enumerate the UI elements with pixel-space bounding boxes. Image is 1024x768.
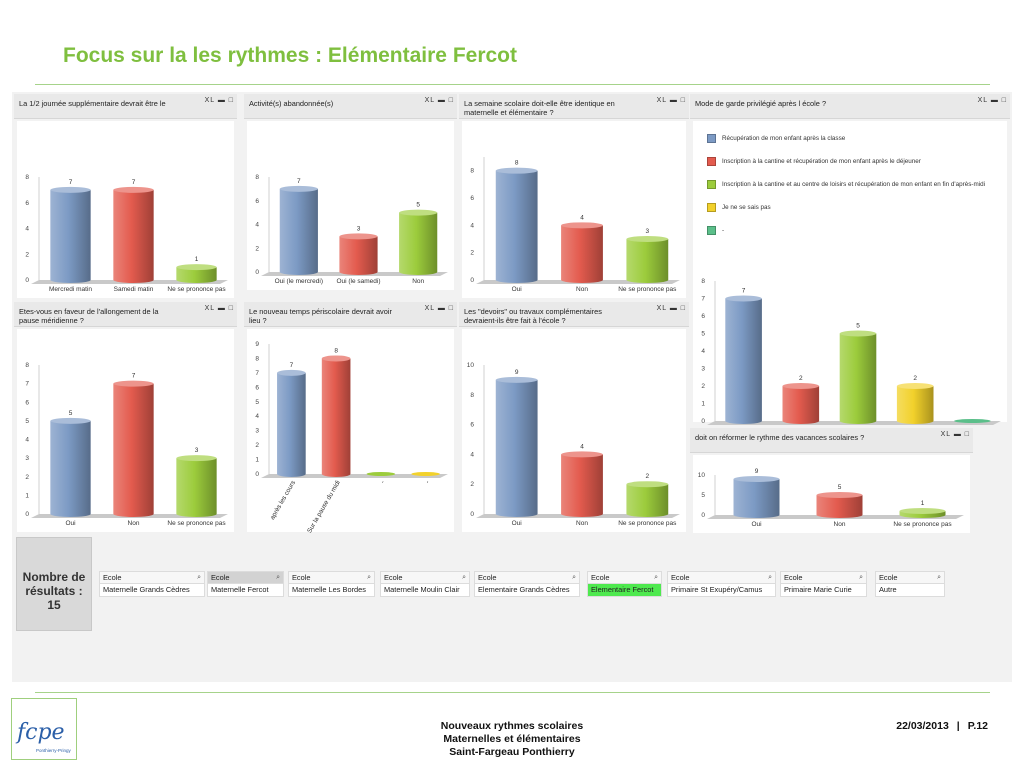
y-tick-label: 0 (255, 471, 259, 478)
panel-window-controls[interactable]: XL ▬ □ (424, 97, 454, 104)
bar-top (734, 476, 780, 482)
panel-window-controls[interactable]: XL ▬ □ (977, 97, 1007, 104)
bar-chart (247, 121, 454, 290)
filter-value[interactable]: Elementaire Grands Cèdres (474, 583, 580, 597)
panel-title: Le nouveau temps périscolaire devrait avoir lieu ? (249, 307, 392, 325)
bar-body (176, 458, 216, 517)
bar-chart (693, 455, 970, 533)
filter-label: Ecole (211, 573, 230, 582)
panel-body (462, 121, 686, 298)
y-tick-label: 3 (255, 427, 259, 435)
filter-label: Ecole (478, 573, 497, 582)
bar-body (626, 484, 668, 517)
search-icon[interactable]: ⌕ (197, 574, 201, 581)
x-tick-label: Non (412, 278, 425, 285)
excel-icon[interactable]: XL (656, 97, 667, 104)
panel-header (690, 428, 973, 453)
panel-window-controls[interactable]: XL ▬ □ (940, 431, 970, 438)
y-tick-label: 7 (701, 295, 705, 303)
filter-header[interactable] (207, 571, 284, 583)
y-tick-label: 8 (25, 174, 29, 181)
y-tick-label: 7 (255, 369, 259, 377)
data-label: 7 (68, 178, 73, 186)
panel-title: La 1/2 journée supplémentaire devrait être le (19, 99, 166, 108)
bar-body (734, 479, 780, 518)
chart-panel-vacances-scolaires (690, 428, 973, 535)
bar-top (496, 168, 538, 174)
y-tick-label: 8 (470, 391, 474, 399)
y-tick-label: 7 (25, 380, 29, 388)
y-tick-label: 6 (470, 195, 474, 202)
bar-body (725, 299, 762, 424)
filter-header[interactable] (288, 571, 375, 583)
y-tick-label: 3 (701, 365, 705, 373)
filter-label: Ecole (591, 573, 610, 582)
bar-body (50, 190, 90, 283)
x-tick-label: Mercredi matin (49, 286, 92, 293)
bar-body (322, 358, 351, 477)
x-tick-label: Ne se prononce pas (893, 521, 952, 528)
panel-header (14, 302, 237, 327)
footer-meta (888, 720, 988, 732)
filter-ecole-6[interactable] (667, 571, 776, 598)
y-tick-label: 0 (255, 269, 259, 276)
filter-header[interactable] (780, 571, 867, 583)
panel-body (247, 329, 454, 535)
logo-text: fcpe (17, 720, 65, 745)
filter-ecole-2[interactable] (288, 571, 375, 598)
bar-top (725, 296, 762, 302)
y-tick-label: 0 (701, 512, 705, 519)
data-label: 7 (289, 361, 294, 369)
bar-chart (17, 329, 234, 532)
panel-window-controls[interactable]: XL ▬ □ (424, 305, 454, 312)
filter-value[interactable]: Primaire Marie Curie (780, 583, 867, 597)
bar-top (561, 451, 603, 457)
panel-title: Etes-vous en faveur de l'allongement de la pause méridienne ? (19, 307, 159, 325)
bar-top (840, 331, 877, 337)
y-tick-label: 0 (25, 277, 29, 284)
fcpe-logo (11, 698, 77, 760)
panel-title: Mode de garde privilégié après l école ? (695, 99, 827, 108)
filter-ecole-5[interactable] (587, 571, 662, 598)
panel-body (17, 329, 234, 532)
y-tick-label: 2 (255, 442, 259, 450)
y-tick-label: 4 (470, 451, 474, 459)
filter-value[interactable]: Maternelle Fercot (207, 583, 284, 597)
y-tick-label: 2 (701, 383, 705, 390)
footer-separator: | (956, 720, 960, 732)
x-tick-label: Ne se prononce pas (618, 520, 677, 527)
y-tick-label: 4 (25, 436, 29, 444)
y-tick-label: 6 (255, 384, 259, 392)
y-tick-label: 8 (470, 167, 474, 175)
x-tick-label: Sur la pause du midi (306, 479, 342, 535)
bar-top (496, 377, 538, 383)
data-label: 7 (131, 372, 136, 380)
bar-top (176, 264, 216, 270)
x-tick-label: Samedi matin (113, 286, 154, 293)
bar-top (280, 186, 318, 192)
y-tick-label: 4 (25, 225, 29, 233)
legend-label: - (722, 227, 725, 234)
bar-top (399, 210, 437, 216)
bottom-divider (35, 692, 990, 693)
data-label: 5 (837, 484, 842, 491)
search-icon[interactable]: ⌕ (462, 574, 466, 581)
bar-zero (411, 472, 440, 476)
bar-body (496, 380, 538, 517)
panel-window-controls[interactable]: XL ▬ □ (656, 305, 686, 312)
filter-header[interactable] (99, 571, 205, 583)
legend-label: Inscription à la cantine et au centre de loisirs et récupération de mon enfant en fin d'après-midi (722, 181, 986, 188)
data-label: 4 (580, 443, 584, 451)
y-tick-label: 0 (701, 418, 705, 425)
data-label: 5 (416, 201, 420, 209)
legend-label: Inscription à la cantine et récupération de mon enfant après le déjeuner (722, 158, 921, 165)
y-tick-label: 8 (701, 278, 705, 285)
bar-top (176, 455, 216, 461)
filter-value[interactable]: Maternelle Les Bordes (288, 583, 375, 597)
footer-line-2: Maternelles et élémentaires (443, 733, 581, 745)
excel-icon[interactable]: XL (977, 97, 988, 104)
x-tick-label: Ne se prononce pas (167, 520, 226, 527)
chart-panel-mode-de-garde (690, 94, 1010, 424)
bar-body (817, 495, 863, 518)
x-tick-label: après les cours (269, 479, 298, 522)
y-tick-label: 6 (25, 399, 29, 407)
legend-label: Je ne se sais pas (722, 204, 771, 211)
bar-body (277, 373, 306, 477)
footer-caption (380, 720, 644, 759)
chart-panel-pause-meridienne (14, 302, 237, 534)
y-tick-label: 4 (255, 413, 259, 421)
y-tick-label: 8 (255, 355, 259, 363)
bar-top (113, 381, 153, 387)
y-tick-label: 5 (701, 330, 705, 338)
filter-header[interactable] (587, 571, 662, 583)
data-label: 7 (741, 287, 746, 295)
data-label: 2 (645, 473, 650, 481)
bar-body (113, 384, 153, 517)
excel-icon[interactable]: XL (940, 431, 951, 438)
filter-ecole-3[interactable] (380, 571, 470, 598)
data-label: 7 (131, 178, 136, 186)
panel-window-controls[interactable]: XL ▬ □ (204, 305, 234, 312)
bar-top (339, 233, 377, 239)
data-label: 5 (68, 409, 73, 417)
bar-top (50, 418, 90, 424)
panel-body (247, 121, 454, 290)
x-tick-label: Non (833, 521, 846, 528)
x-tick-label: Ne se prononce pas (167, 286, 226, 293)
filter-value[interactable]: Autre (875, 583, 945, 597)
chart-panel-demi-journee (14, 94, 237, 300)
x-tick-label: Non (576, 520, 588, 527)
data-label: 4 (580, 214, 584, 222)
y-tick-label: 0 (25, 511, 29, 518)
top-divider (35, 84, 990, 85)
panel-header (244, 94, 457, 119)
bar-top (626, 481, 668, 487)
data-label: 3 (645, 228, 650, 235)
panel-header (690, 94, 1010, 119)
excel-icon[interactable]: XL (656, 305, 667, 312)
bar-zero (954, 419, 991, 423)
y-tick-label: 10 (697, 472, 705, 479)
bar-chart (247, 329, 454, 535)
slide-title: Focus sur la les rythmes : Elémentaire Fercot (63, 44, 518, 67)
excel-icon[interactable]: XL (204, 305, 215, 312)
filter-label: Ecole (103, 573, 122, 582)
y-tick-label: 2 (470, 249, 474, 257)
x-tick-label: Oui (511, 520, 522, 527)
bar-chart (462, 329, 686, 532)
x-tick-label: Non (127, 520, 140, 527)
search-icon[interactable]: ⌕ (276, 574, 280, 581)
bar-top (626, 236, 668, 242)
filter-header[interactable] (380, 571, 470, 583)
bar-top (277, 370, 306, 376)
y-tick-label: 4 (701, 348, 705, 355)
bar-top (817, 492, 863, 498)
y-tick-label: 6 (25, 199, 29, 207)
y-tick-label: 4 (255, 221, 259, 229)
filter-label: Ecole (384, 573, 403, 582)
footer-line-3: Saint-Fargeau Ponthierry (449, 746, 575, 758)
chart-panel-temps-periscolaire (244, 302, 457, 534)
bar-top (782, 383, 819, 389)
data-label: 1 (920, 500, 925, 507)
chart-panel-devoirs (459, 302, 689, 534)
chart-panel-activites-abandonnees (244, 94, 457, 292)
filter-ecole-4[interactable] (474, 571, 580, 598)
data-label: 5 (856, 322, 860, 330)
bar-body (561, 225, 603, 283)
excel-icon[interactable]: XL (204, 97, 215, 104)
y-tick-label: 1 (255, 456, 259, 464)
panel-body (693, 455, 970, 533)
data-label: 9 (754, 468, 759, 475)
bar-body (399, 213, 437, 275)
bar-chart (462, 121, 686, 298)
panel-title: doit on réformer le rythme des vacances scolaires ? (695, 433, 865, 442)
y-tick-label: 6 (701, 313, 705, 320)
filter-label: Ecole (879, 573, 898, 582)
panel-header (459, 302, 689, 327)
dashboard (12, 92, 1012, 682)
filter-header[interactable] (875, 571, 945, 583)
x-tick-label: Oui (511, 286, 522, 293)
bar-body (840, 334, 877, 425)
search-icon[interactable]: ⌕ (572, 574, 576, 581)
data-label: 2 (913, 375, 918, 382)
panel-title: La semaine scolaire doit-elle être identique en maternelle et élémentaire ? (464, 99, 615, 117)
bar-chart (17, 121, 234, 298)
filter-value-selected[interactable]: Elementaire Fercot (587, 583, 662, 597)
filter-label: Ecole (292, 573, 311, 582)
panel-window-controls[interactable]: XL ▬ □ (204, 97, 234, 104)
bar-body (339, 236, 377, 275)
y-tick-label: 6 (470, 421, 474, 429)
bar-top (50, 187, 90, 193)
data-label: 3 (194, 447, 199, 455)
filter-value[interactable]: Maternelle Grands Cèdres (99, 583, 205, 597)
search-icon[interactable]: ⌕ (768, 574, 772, 581)
search-icon[interactable]: ⌕ (367, 574, 371, 581)
filter-value[interactable]: Primaire St Exupéry/Camus (667, 583, 776, 597)
page-number: P.12 (967, 720, 988, 732)
bar-body (782, 386, 819, 424)
filter-label: Ecole (671, 573, 690, 582)
panel-body (17, 121, 234, 298)
results-count-box (16, 537, 92, 631)
bar-body (626, 239, 668, 283)
chart-panel-semaine-scolaire (459, 94, 689, 300)
filter-header[interactable] (667, 571, 776, 583)
logo-subtext: Ponthierry-Pringy (36, 748, 71, 753)
y-tick-label: 2 (255, 245, 259, 253)
y-tick-label: 1 (701, 400, 705, 408)
y-tick-label: 4 (470, 222, 474, 230)
y-tick-label: 2 (25, 251, 29, 259)
panel-body (462, 329, 686, 532)
data-label: 9 (514, 368, 519, 376)
bar-body (280, 189, 318, 275)
bar-zero (367, 472, 396, 476)
bar-body (897, 386, 934, 424)
filter-ecole-1[interactable] (207, 571, 284, 598)
footer-line-1: Nouveaux rythmes scolaires (440, 720, 584, 732)
y-tick-label: 0 (470, 277, 474, 284)
filter-ecole-7[interactable] (780, 571, 867, 598)
y-tick-label: 5 (701, 492, 705, 499)
data-label: 2 (798, 375, 803, 382)
x-tick-label: Oui (751, 521, 762, 528)
panel-header (459, 94, 689, 119)
footer-date: 22/03/2013 (896, 720, 949, 732)
results-count-label: Nombre de résultats : 15 (22, 570, 86, 612)
bar-body (496, 171, 538, 283)
data-label: 8 (514, 159, 519, 167)
panel-header (14, 94, 237, 119)
panel-title: Les "devoirs" ou travaux complémentaires devraient-ils être fait à l'école ? (464, 307, 602, 325)
panel-title: Activité(s) abandonnée(s) (249, 99, 334, 108)
y-tick-label: 3 (25, 455, 29, 463)
panel-body (693, 121, 1007, 425)
bar-top (113, 187, 153, 193)
x-tick-label: - (379, 479, 387, 485)
legend-label: Récupération de mon enfant après la classe (722, 135, 846, 142)
x-tick-label: Ne se prononce pas (618, 286, 677, 293)
y-tick-label: 9 (255, 341, 259, 348)
bar-body (561, 454, 603, 517)
excel-icon[interactable]: XL (424, 97, 435, 104)
bar-body (113, 190, 153, 283)
filter-ecole-8[interactable] (875, 571, 945, 598)
filter-value[interactable]: Maternelle Moulin Clair (380, 583, 470, 597)
x-tick-label: Oui (le mercredi) (274, 278, 324, 285)
search-icon[interactable]: ⌕ (654, 574, 658, 581)
y-tick-label: 2 (25, 473, 29, 481)
panel-window-controls[interactable]: XL ▬ □ (656, 97, 686, 104)
data-label: 8 (334, 347, 338, 355)
x-tick-label: - (424, 479, 432, 485)
y-tick-label: 5 (255, 398, 259, 406)
y-tick-label: 1 (25, 492, 29, 500)
x-tick-label: Oui (65, 520, 76, 527)
y-tick-label: 0 (470, 511, 474, 518)
filter-label: Ecole (784, 573, 803, 582)
filter-ecole-0[interactable] (99, 571, 205, 598)
data-label: 1 (194, 256, 199, 264)
bar-top (561, 222, 603, 228)
filter-header[interactable] (474, 571, 580, 583)
data-label: 3 (356, 225, 361, 233)
bar-top (900, 508, 946, 514)
y-tick-label: 6 (255, 197, 259, 205)
search-icon[interactable]: ⌕ (937, 574, 941, 581)
y-tick-label: 8 (255, 174, 259, 181)
panel-header (244, 302, 457, 327)
y-tick-label: 8 (25, 362, 29, 369)
bar-top (322, 355, 351, 361)
bar-body (50, 421, 90, 517)
search-icon[interactable]: ⌕ (859, 574, 863, 581)
y-tick-label: 10 (466, 362, 474, 369)
y-tick-label: 2 (470, 481, 474, 489)
excel-icon[interactable]: XL (424, 305, 435, 312)
data-label: 7 (297, 177, 301, 185)
bar-top (897, 383, 934, 389)
x-tick-label: Oui (le samedi) (336, 278, 381, 285)
y-tick-label: 5 (25, 417, 29, 425)
x-tick-label: Non (576, 286, 588, 293)
bar-chart (693, 121, 1007, 425)
